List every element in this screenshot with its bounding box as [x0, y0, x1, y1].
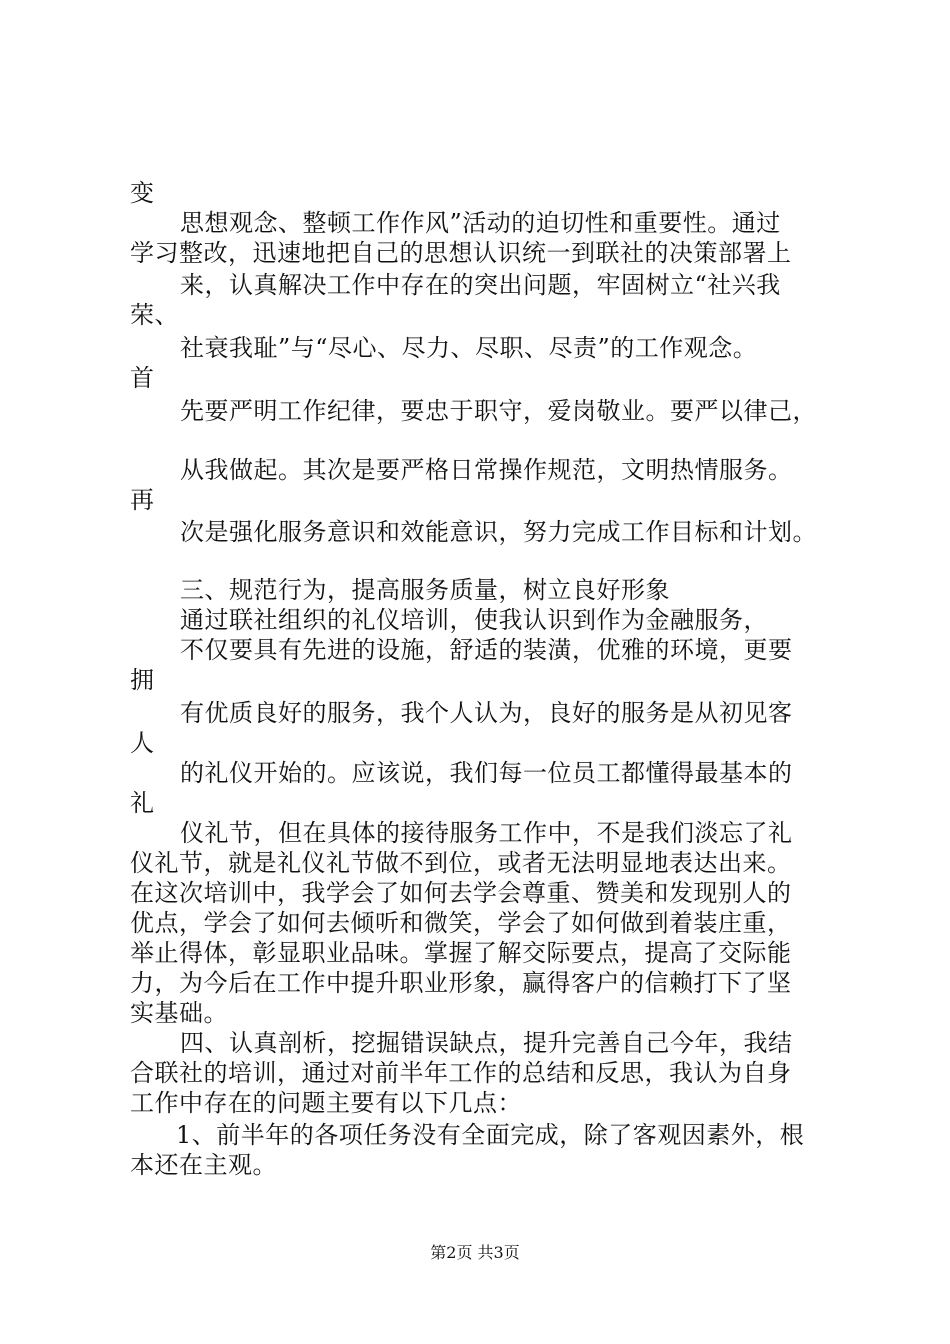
text-line: 来，认真解决工作中存在的突出问题，牢固树立“社兴我	[180, 271, 781, 299]
text-line: 从我做起。其次是要严格日常操作规范，文明热情服务。	[180, 456, 793, 484]
text-line: 本还在主观。	[130, 1151, 277, 1179]
text-line: 首	[130, 364, 155, 392]
text-line: 有优质良好的服务，我个人认为，良好的服务是从初见客	[180, 699, 793, 727]
page-number-footer: 第2页 共3页	[430, 1243, 520, 1262]
text-line: 通过联社组织的礼仪培训，使我认识到作为金融服务，	[180, 606, 768, 634]
text-line: 礼	[130, 789, 155, 817]
text-line: 荣、	[130, 301, 179, 329]
text-line: 思想观念、整顿工作作风”活动的迫切性和重要性。通过	[180, 209, 781, 237]
text-line: 再	[130, 486, 155, 514]
text-line: 的礼仪开始的。应该说，我们每一位员工都懂得最基本的	[180, 759, 793, 787]
text-line: 仪礼节，但在具体的接待服务工作中，不是我们淡忘了礼	[180, 819, 793, 847]
section-heading: 四、认真剖析，挖掘错误缺点，提升完善自己今年，我结	[180, 1029, 793, 1057]
text-line: 人	[130, 729, 155, 757]
text-line: 仪礼节，就是礼仪礼节做不到位，或者无法明显地表达出来。	[130, 849, 792, 877]
text-line: 合联社的培训，通过对前半年工作的总结和反思，我认为自身	[130, 1059, 792, 1087]
text-line: 工作中存在的问题主要有以下几点：	[130, 1089, 522, 1117]
text-line: 不仅要具有先进的设施，舒适的装潢，优雅的环境，更要	[180, 636, 793, 664]
text-line: 力，为今后在工作中提升职业形象，赢得客户的信赖打下了坚	[130, 969, 792, 997]
text-line: 社衰我耻”与“尽心、尽力、尽职、尽责”的工作观念。	[180, 334, 758, 362]
text-line: 次是强化服务意识和效能意识，努力完成工作目标和计划。	[180, 518, 817, 546]
text-line: 优点，学会了如何去倾听和微笑，学会了如何做到着装庄重，	[130, 909, 792, 937]
text-line: 先要严明工作纪律，要忠于职守，爱岗敬业。要严以律己，	[180, 397, 817, 425]
text-line: 在这次培训中，我学会了如何去学会尊重、赞美和发现别人的	[130, 879, 792, 907]
text-line: 变	[130, 179, 155, 207]
list-item: 1、前半年的各项任务没有全面完成，除了客观因素外，根	[176, 1121, 805, 1149]
text-line: 举止得体，彰显职业品味。掌握了解交际要点，提高了交际能	[130, 939, 792, 967]
text-line: 实基础。	[130, 999, 228, 1027]
section-heading: 三、规范行为，提高服务质量，树立良好形象	[180, 576, 670, 604]
text-line: 学习整改，迅速地把自己的思想认识统一到联社的决策部署上	[130, 239, 792, 267]
text-line: 拥	[130, 666, 155, 694]
